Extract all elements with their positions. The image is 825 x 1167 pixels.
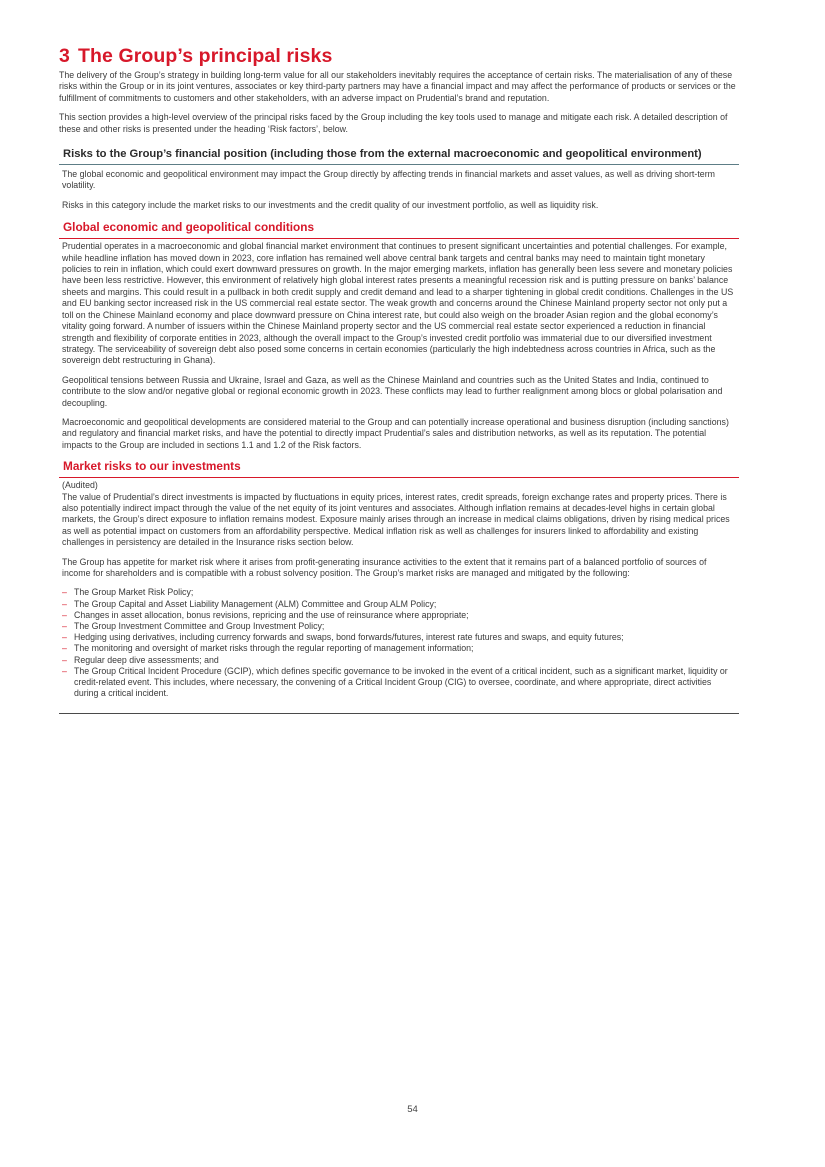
list-item: – Changes in asset allocation, bonus revisions, repricing and the use of reinsurance where appropriate; [62,610,736,621]
market-risks-paragraph: The Group has appetite for market risk where it arises from profit-generating insurance activities to the extent that it remains part of a balanced portfolio of sources of income for shareholders and is compatible with a robust solvency position. The Group’s market risks are managed and mitigated by the following: [62,556,707,578]
mitigation-list [62,587,736,699]
list-item: – The monitoring and oversight of market risks through the regular reporting of management information; [62,643,736,654]
list-item: – The Group Critical Incident Procedure (GCIP), which defines specific governance to be invoked in the event of a critical incident, such as a significant market, liquidity or credit-related event. This includes, where necessary, the convening of a Critical Incident Group (CIG) to oversee, coordinate, and where appropriate, direct activities during a critical incident. [62,666,736,700]
market-risks-body [59,478,739,699]
intro-paragraph: The delivery of the Group’s strategy in building long-term value for all our stakeholders inevitably requires the acceptance of certain risks. The materialisation of any of these risks within the Group or in its joint ventures, associates or key third-party partners may have a financial impact and may affect the performance of products or services or the fulfillment of commitments to customers and other stakeholders, with an adverse impact on Prudential’s brand and reputation. [59,70,736,103]
global-conditions-heading: Global economic and geopolitical conditions [59,220,739,239]
global-conditions-paragraph: Macroeconomic and geopolitical developments are considered material to the Group and can potentially increase operational and business disruption (including sanctions) and regulatory and financial market risks, and have the potential to directly impact Prudential’s sales and distribution networks, as well as its reputation. The potential impacts to the Group are included in sections 1.1 and 1.2 of the Risk factors. [62,416,729,450]
chapter-title-text: The Group’s principal risks [77,45,333,67]
global-conditions-paragraph: Prudential operates in a macroeconomic and global financial market environment that continues to present significant uncertainties and potential challenges. For example, while headline inflation has moved down in 2023, core inflation has remained well above central bank targets and central banks may need to maintain tight monetary policies to rein in inflation, which could exert downward pressures on growth. In the major emerging markets, inflation has generally been less severe and monetary policies have been less restrictive. However, this environment of relatively high global interest rates presents a meaningful recession risk and is putting pressure on banks’ balance sheets and margins. This could result in a pullback in both credit supply and credit demand and lead to a sharper tightening in global credit conditions. Challenges in the US and EU banking sector increased risk in the US commercial real estate sector. The weak growth and concerns around the Chinese Mainland property sector not only put a toll on the Chinese Mainland economy and place downward pressure on China interest rate, but could also weigh on the broader Asian region and the global economy’s vitality going forward. A number of issuers within the Chinese Mainland property sector and the US commercial real estate sector experienced a reduction in financial strength and flexibility of corporate entities in 2023, although the overall impact to the Group’s invested credit portfolio was immaterial due to our diversified investment strategy. The serviceability of sovereign debt also posed some concerns in certain economies (particularly the high indebtedness across countries in Africa, such as the sovereign debt restructuring in Ghana). [62,241,734,366]
market-risks-heading: Market risks to our investments [59,459,739,478]
page-content [59,44,739,714]
page-number: 54 [407,1104,418,1115]
global-conditions-body [59,239,739,451]
list-item: – The Group Investment Committee and Group Investment Policy; [62,621,736,632]
list-item: – Hedging using derivatives, including currency forwards and swaps, bond forwards/futures, interest rate futures and swaps, and equity futures; [62,632,736,643]
list-item: – The Group Market Risk Policy; [62,587,736,598]
market-risks-paragraph: The value of Prudential’s direct investments is impacted by fluctuations in equity prices, interest rates, credit spreads, foreign exchange rates and property prices. There is also potentially indirect impact through the value of the net equity of its joint ventures and associates. Although inflation remains at decades-level highs in certain global markets, the Group’s direct exposure to inflation remains modest. Exposure mainly arises through an increase in medical claims obligations, driven by rising medical prices as well as potential impact on customers from an affordability perspective. Medical inflation risk as well as challenges for insurers linked to affordability and existing challenges in persistency are detailed in the Insurance risks section below. [62,491,730,548]
chapter-title [59,44,739,68]
chapter-number: 3 [59,45,70,67]
financial-position-paragraph: Risks in this category include the market risks to our investments and the credit quality of our investment portfolio, as well as liquidity risk. [62,199,599,210]
intro-paragraph: This section provides a high-level overview of the principal risks faced by the Group including the key tools used to manage and mitigate each risk. A detailed description of these and other risks is presented under the heading ‘Risk factors’, below. [59,112,728,134]
list-item: – Regular deep dive assessments; and [62,655,736,666]
financial-position-heading: Risks to the Group’s financial position (including those from the external macroeconomic and geopolitical environment) [59,147,739,165]
financial-position-paragraph: The global economic and geopolitical environment may impact the Group directly by affecting trends in financial markets and asset values, as well as driving short-term volatility. [62,169,715,191]
financial-position-body [59,165,739,211]
list-item: – The Group Capital and Asset Liability Management (ALM) Committee and Group ALM Policy; [62,599,736,610]
global-conditions-paragraph: Geopolitical tensions between Russia and Ukraine, Israel and Gaza, as well as the Chinese Mainland and countries such as the United States and India, continued to contribute to the slow and/or negative global or regional economic growth in 2023. These conflicts may lead to further realignment among blocs or global polarisation and decoupling. [62,374,723,408]
section-end-rule [59,713,739,714]
audited-note: (Audited) [62,480,98,491]
